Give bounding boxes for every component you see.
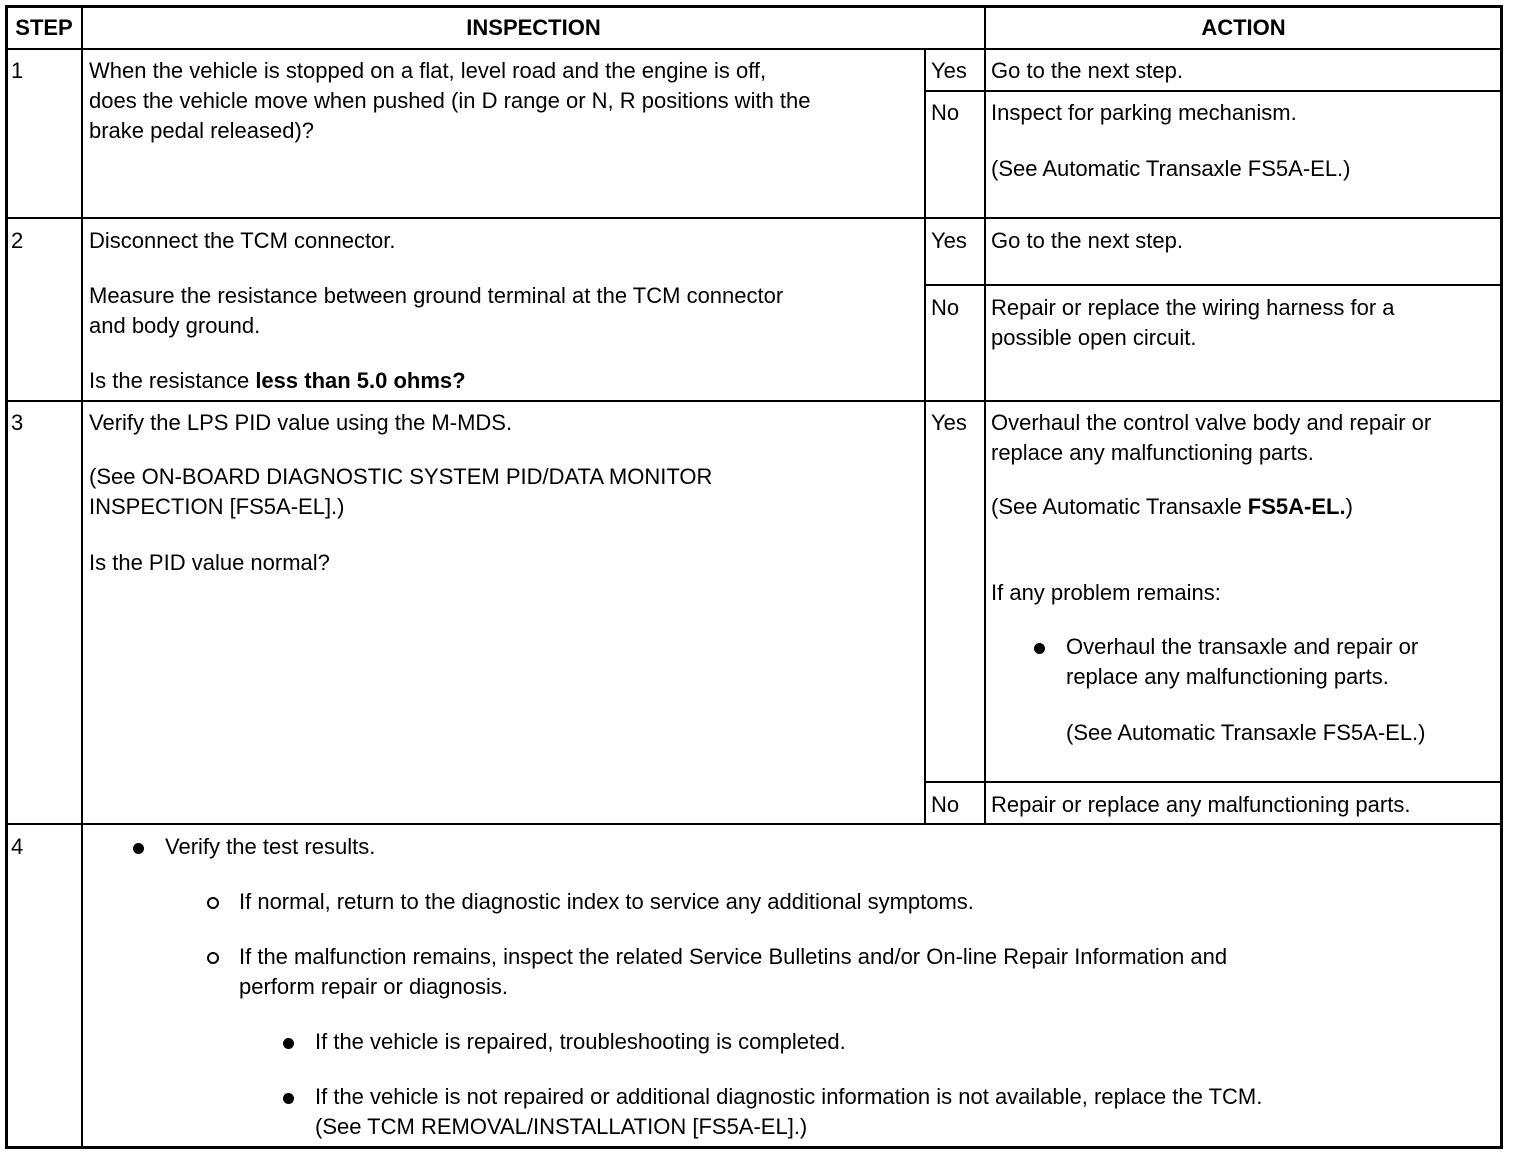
step4-subsub-item: If the vehicle is repaired, troubleshooting is completed. <box>315 1029 846 1054</box>
header-action: ACTION <box>1201 15 1286 40</box>
bullet-icon <box>283 1038 294 1049</box>
step3-yes-ref: (See Automatic Transaxle FS5A-EL.) <box>991 494 1353 519</box>
step3-no-action: Repair or replace any malfunctioning parts. <box>991 792 1411 817</box>
yes-label: Yes <box>931 58 967 83</box>
step3-remains: If any problem remains: <box>991 580 1221 605</box>
step4-sub-item: If normal, return to the diagnostic index to service any additional symptoms. <box>239 889 974 914</box>
step1-yes-action: Go to the next step. <box>991 58 1184 83</box>
row-divider <box>7 823 1501 825</box>
step4-subsub-item: (See TCM REMOVAL/INSTALLATION [FS5A-EL].) <box>315 1114 808 1139</box>
step3-inspection-line: INSPECTION [FS5A-EL].) <box>89 494 345 519</box>
step3-question: Is the PID value normal? <box>89 550 330 575</box>
row-divider <box>924 781 1501 783</box>
step-number: 3 <box>11 410 24 435</box>
step4-sub-item: perform repair or diagnosis. <box>239 974 509 999</box>
step3-bullet: Overhaul the transaxle and repair or <box>1066 634 1419 659</box>
header-step: STEP <box>15 15 73 40</box>
row-divider <box>924 284 1501 286</box>
step2-no-action: Repair or replace the wiring harness for a <box>991 295 1395 320</box>
step2-inspection-line: Measure the resistance between ground terminal at the TCM connector <box>89 283 784 308</box>
bullet-icon <box>1034 643 1045 654</box>
circle-bullet-icon <box>207 952 219 964</box>
no-label: No <box>931 792 960 817</box>
row-divider <box>7 48 1501 50</box>
step1-no-action-ref: (See Automatic Transaxle FS5A-EL.) <box>991 156 1351 181</box>
step1-no-action: Inspect for parking mechanism. <box>991 100 1297 125</box>
step3-bullet-ref: (See Automatic Transaxle FS5A-EL.) <box>1066 720 1426 745</box>
circle-bullet-icon <box>207 897 219 909</box>
bullet-icon <box>133 843 144 854</box>
step4-bullet: Verify the test results. <box>165 834 376 859</box>
step2-inspection-line: and body ground. <box>89 313 261 338</box>
step1-inspection-line: brake pedal released)? <box>89 118 315 143</box>
column-divider <box>984 7 986 825</box>
step3-yes-action: Overhaul the control valve body and repair or <box>991 410 1432 435</box>
step2-inspection-line: Disconnect the TCM connector. <box>89 228 396 253</box>
step4-subsub-item: If the vehicle is not repaired or additional diagnostic information is not available, replace the TCM. <box>315 1084 1263 1109</box>
yes-label: Yes <box>931 410 967 435</box>
step3-bullet: replace any malfunctioning parts. <box>1066 664 1389 689</box>
step-number: 2 <box>11 228 24 253</box>
step3-yes-action: replace any malfunctioning parts. <box>991 440 1314 465</box>
row-divider <box>7 400 1501 402</box>
bullet-icon <box>283 1093 294 1104</box>
step1-inspection-line: When the vehicle is stopped on a flat, level road and the engine is off, <box>89 58 767 83</box>
step2-no-action: possible open circuit. <box>991 325 1197 350</box>
yes-label: Yes <box>931 228 967 253</box>
step2-question: Is the resistance less than 5.0 ohms? <box>89 368 466 393</box>
no-label: No <box>931 100 960 125</box>
no-label: No <box>931 295 960 320</box>
column-divider <box>924 49 926 825</box>
column-divider <box>81 7 83 1147</box>
step1-inspection-line: does the vehicle move when pushed (in D range or N, R positions with the <box>89 88 811 113</box>
step-number: 1 <box>11 58 24 83</box>
row-divider <box>7 217 1501 219</box>
step3-inspection-line: Verify the LPS PID value using the M-MDS. <box>89 410 513 435</box>
step4-sub-item: If the malfunction remains, inspect the related Service Bulletins and/or On-line Repair Information and <box>239 944 1228 969</box>
header-inspection: INSPECTION <box>466 15 601 40</box>
step2-yes-action: Go to the next step. <box>991 228 1184 253</box>
step-number: 4 <box>11 834 24 859</box>
step3-inspection-line: (See ON-BOARD DIAGNOSTIC SYSTEM PID/DATA MONITOR <box>89 464 713 489</box>
row-divider <box>924 90 1501 92</box>
